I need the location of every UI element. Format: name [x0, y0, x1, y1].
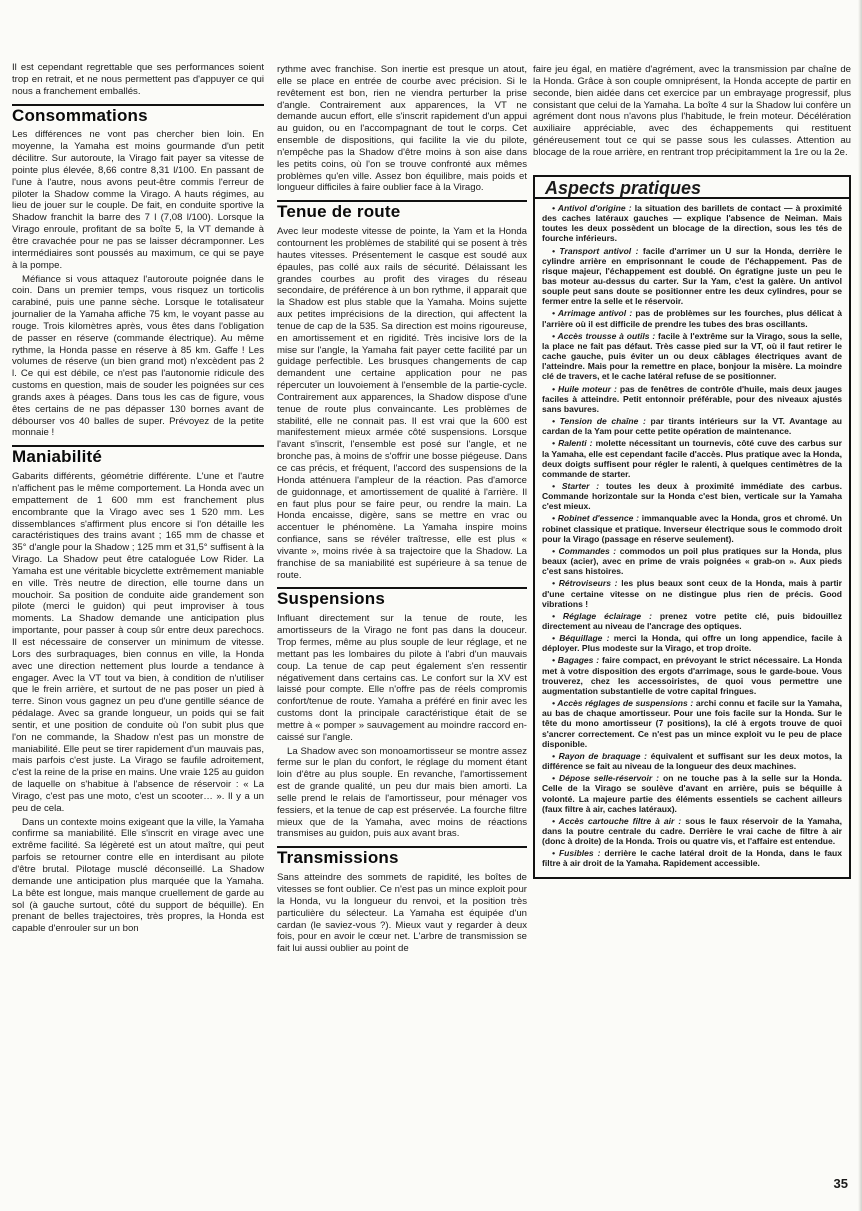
heading-tenue-de-route: Tenue de route — [277, 200, 527, 222]
box-item — [542, 773, 842, 814]
heading-maniabilite: Maniabilité — [12, 445, 264, 467]
box-item — [542, 848, 842, 868]
box-item-text: facile à l'extrême sur la Virago, sous la selle, la place ne fait pas défaut. Très casse pied sur la VT, où il faut retirer le cache gauche, puis éviter un ou deux câblages électriques avant de l'atteindre. Mais pour la remettre en place, bonjour la misère. La moindre clé de travers, et le cache latéral refuse de se positionner. — [542, 330, 842, 382]
column-2 — [277, 64, 527, 957]
box-item-lead: • Commandes : — [552, 545, 617, 556]
box-item — [542, 481, 842, 511]
transmissions-paragraph: Sans atteindre des sommets de rapidité, les boîtes de vitesses se font oublier. Ce n'est pas un mince exploit pour la Honda, vu la longueur du renvoi, et la position très particulière du sélecteur. La Yamaha est équipée d'un cardan (le saviez-vous ?). Mieux vaut y regarder à deux fois, pour en avoir le cœur net. L'arbre de transmission se fait lui aussi oublier au point de — [277, 872, 527, 955]
box-item — [542, 546, 842, 576]
continuation-paragraph-col3: faire jeu égal, en matière d'agrément, avec la transmission par chaîne de la Honda. Grâce à son couple omniprésent, la Honda accepte de partir en seconde, bien aidée dans cet exercice par un embrayage progressif, plus consistant que celui de la Yamaha. La boîte 4 sur la Shadow lui confère un agrément dont nous n'avons plus l'habitude, le frein moteur. Décélération auxiliaire appréciable, avec des échappements qui restituent généreusement tout ce qui se passe sous les culasses. Attention au blocage de la roue arrière, en rentrant trop précipitamment la 1re ou la 2e. — [533, 64, 851, 158]
page-number: 35 — [833, 1176, 848, 1191]
heading-suspensions: Suspensions — [277, 587, 527, 609]
box-item-text: on ne touche pas à la selle sur la Honda. Celle de la Virago se soulève d'avant en arrière, puis se béquille à volonté. La majeure partie des éléments essentiels se cachent ailleurs (faux filtre à air, caches latéraux). — [542, 773, 843, 814]
box-item-lead: • Huile moteur : — [552, 383, 617, 394]
maniabilite-paragraph-1: Gabarits différents, géométrie différente. L'une et l'autre n'affichent pas le même comportement. La Honda avec un empattement de 1 600 mm est franchement plus encombrante que la Virago avec ses 1 520 mm. Les dissemblances s'affirment plus encore si l'on détaille les caractéristiques des trains avant ; 165 mm de chasse et 35° d'angle pour la Shadow ; 125 mm et 31,5° suffisent à la Virago. La Shadow peut être cataloguée Low Rider. La Yamaha est une véritable bicyclette extrêmement maniable en ville. Très neutre de direction, elle tourne dans un mouchoir. Sa position de conduite aide grandement son pilote (merci le guidon) qui peut improviser à tous moments. La Shadow demande une anticipation plus importante, pour passer à coup sûr entre deux parechocs. Il est nécessaire de conserver un minimum de vitesse. Lors des surbraquages, bien connus en ville, la Honda avec une direction nettement plus lourde a tendance à engager. Avec la VT tout va bien, à condition de n'utiliser que le frein arrière, et surtout de ne pas poser un pied à terre. Sinon vous gagnez un peu d'une gentille séance de pédalage. Avec sa grande longueur, un poids qui se fait sentir, et une position de conduite où l'on subit plus que l'on ne commande, la Shadow n'est pas un monstre de maniabilité. Elle peut se tirer rapidement d'un mauvais pas, mais parfois c'est juste. La Virago se faufile adroitement, c'est la reine de la prise en mains. Une vraie 125 au guidon de laquelle on s'habitue à l'absence de réservoir : « La Virago, c'est pas une moto, c'est un scooter… ». Il y a un peu de cela. — [12, 471, 264, 814]
box-item-lead: • Antivol d'origine : — [552, 202, 632, 213]
continuation-paragraph: rythme avec franchise. Son inertie est presque un atout, elle se place en entrée de courbe avec précision. Si le revêtement est bon, rien ne viendra perturber la prise d'angle. Contrairement aux apparences, la VT ne demande aucun effort, elle s'inscrit rapidement d'un appui au guidon, ou en l'accompagnant de tout le corps. Cet ensemble de dispositions, qui facilite la vie du pilote, n'empêche pas la Shadow d'être moins à son aise dans les petits coins, où l'on se trouve confronté aux mêmes problèmes qu'en ville. Assez bon équilibre, mais poids et longueur difficiles à faire oublier face à la Virago. — [277, 64, 527, 194]
box-item-text: prenez votre petite clé, puis bidouillez directement au niveau de l'ancrage des optiques. — [542, 610, 842, 631]
box-item-text: toutes les deux à proximité immédiate des carbus. Commande horizontale sur la Honda c'est bien, verticale sur la Yamaha c'est mieux. — [542, 480, 842, 512]
box-item — [542, 513, 842, 543]
box-item-text: la situation des barillets de contact — à proximité des caches latéraux gauches — explique l'absence de Neiman. Mais toutes les deux possèdent un blocage de la direction, sous les tés de fourche inférieurs. — [542, 202, 842, 244]
box-item-text: immanquable avec la Honda, gros et chromé. Un robinet classique et pratique. Inverseur électrique sous le commodo droit pour la Virago (passage en réserve seulement). — [542, 513, 842, 544]
box-item — [542, 655, 842, 696]
consommations-paragraph-1: Les différences ne vont pas chercher bien loin. En moyenne, la Yamaha est moins gourmande d'un petit décilitre. Sur autoroute, la Virago fait payer sa vitesse de pointe plus élevée, 8,66 contre 8,31 l/100. En passant de l'une à l'autre, nous avons peut-être commis l'erreur de piloter la Shadow comme la Virago. A hauts régimes, au lieu de jouer sur le couple. De fait, en conduite sportive la Shadow franchit la barre des 7 l (7,08 l/100). Lorsque la Virago enroule, profitant de sa boîte 5, la VT demande à être cravachée pour ne pas se laisser décramponner. Les intermédiaires sont poussés au maximum, ce qui se paye à la pompe. — [12, 129, 264, 271]
heading-transmissions: Transmissions — [277, 846, 527, 868]
box-item — [542, 384, 842, 414]
box-item-lead: • Fusibles : — [552, 848, 601, 859]
box-item — [542, 611, 842, 631]
box-item-lead: • Accès réglages de suspensions : — [552, 698, 694, 709]
box-item-lead: • Rétroviseurs : — [552, 578, 618, 589]
box-item-text: molette nécessitant un tournevis, côté cuve des carbus sur la Yamaha, elle est cependant facile d'accès. Plus pratique avec la Honda, deux doigts suffisent pour régler le ralenti, à quelques centimètres de la commande de starter. — [542, 438, 842, 479]
box-item-lead: • Ralenti : — [552, 438, 593, 449]
box-item-text: derrière le cache latéral droit de la Honda, dans le faux filtre à air droit de la Yamaha. Rapidement accessible. — [542, 848, 843, 869]
box-item-lead: • Dépose selle-réservoir : — [552, 773, 660, 784]
aspects-pratiques-box — [533, 175, 851, 879]
intro-paragraph: Il est cependant regrettable que ses performances soient trop en retrait, et ne nous permettent pas d'appuyer ce qui nous a franchement emballés. — [12, 62, 264, 97]
box-item-lead: • Réglage éclairage : — [552, 610, 652, 621]
suspensions-paragraph-2: La Shadow avec son monoamortisseur se montre assez ferme sur le plan du confort, le réglage du moment étant loin d'être au plus souple. En revanche, l'amortissement est de grande qualité, un peu dur mais bien amorti. La selle prend le relais de l'amortisseur, pour ménager vos fessiers, et la tenue de cap est préservée. La fourche filtre mieux que de la Yamaha, avec moins de réactions transmises au guidon, puis aux avant bras. — [277, 745, 527, 840]
box-item-text: les plus beaux sont ceux de la Honda, mais à partir d'une certaine vitesse on ne distingue plus rien de précis. Good vibrations ! — [542, 578, 843, 609]
box-item-text: équivalent et suffisant sur les deux motos, la différence se fait au niveau de la longueur des deux machines. — [542, 750, 842, 772]
box-item-lead: • Transport antivol : — [552, 245, 639, 256]
box-item-lead: • Béquillage : — [552, 633, 610, 644]
heading-consommations: Consommations — [12, 104, 264, 126]
box-item-lead: • Arrimage antivol : — [552, 308, 633, 319]
suspensions-paragraph-1: Influant directement sur la tenue de route, les amortisseurs de la Virago ne font pas dans la douceur. Trop fermes, même au plus souple de leur réglage, et ne mettant pas les lombaires du pilote à l'abri d'un mauvais coup. La tenue de cap peut également s'en ressentir négativement dans certains cas. Le confort sur la XV est laissé pour compte. Elle n'offre pas de réels compromis confort/tenue de route. Yamaha a préféré en finir avec les customs dont la principale caractéristique était de se mettre à « pomper » sauvagement au moindre raccord en-caissé sur l'angle. — [277, 613, 527, 743]
box-item-lead: • Robinet d'essence : — [552, 513, 639, 524]
box-item-text: commodos un poil plus pratiques sur la Honda, plus beaux (acier), avec en prime de vrais poignées « grab-on ». Aux pieds c'est sans histoires. — [542, 545, 843, 577]
box-item-lead: • Starter : — [552, 480, 600, 491]
box-item — [542, 578, 842, 608]
box-item-lead: • Accès trousse à outils : — [552, 330, 656, 341]
box-item-text: pas de fenêtres de contrôle d'huile, mais deux jauges faciles à atteindre. Petit entonnoir préférable, pour des niveaux ajustés sans bavures. — [542, 383, 843, 414]
box-title: Aspects pratiques — [535, 181, 849, 199]
box-item-lead: • Tension de chaîne : — [552, 416, 646, 427]
page-edge-shadow — [858, 0, 862, 1211]
box-item-text: facile d'arrimer un U sur la Honda, derrière le cylindre arrière en emprisonnant le coude de l'échappement. Pas de risque majeur, l'échappement est doublé. On égratigne juste un peu le bas moteur au-dessus du carter. Sur la Yam, c'est la galère. Un antivol souple peut sans doute se positionner entre les deux cylindres, pour se fermer entre la selle et le réservoir. — [542, 245, 842, 307]
column-1 — [12, 62, 264, 937]
box-item-lead: • Rayon de braquage : — [552, 750, 648, 761]
box-item-text: sous le faux réservoir de la Yamaha, dans la poutre centrale du cadre. Derrière le vrai cache de filtre à air (donc à droite) de la Honda. Trois ou quatre vis, et l'affaire est entendue. — [542, 815, 843, 847]
box-item-text: par tirants intérieurs sur la VT. Avantage au cardan de la Yam pour cette petite opération de maintenance. — [542, 416, 842, 437]
box-item — [542, 698, 842, 749]
box-item — [542, 816, 842, 846]
box-item — [542, 438, 842, 479]
box-item-text: merci la Honda, qui offre un long appendice, facile à déployer. Plus modeste sur la Virago, et trop droite. — [542, 633, 843, 654]
box-item — [542, 331, 842, 382]
tenue-paragraph: Avec leur modeste vitesse de pointe, la Yam et la Honda contournent les problèmes de stabilité qui se posent à très hautes vitesses. Présentement le casque est soudé aux épaules, pas collé aux rails de sécurité. Délaissant les grandes courbes au profit des virages du réseau secondaire, de préférence à un bon rythme, il apparait que la Shadow est plus stable que la Yamaha. Moins sujette aux petites imprécisions de la direction, qui affectent la tenue de cap de la 535. Sa direction est moins rigoureuse, en amortissement et en rigidité. Très incisive lors de la mise sur l'angle, la Yamaha fait payer cette facilité par un guidage perfectible. Les brusques changements de cap demandent une certaine application pour ne pas répercuter un louvoiement à l'ensemble de la partie-cycle. Contrairement aux apparences, la Shadow dispose d'une tenue de route plus convaincante. Les problèmes de stabilité, elle ne connait pas. Il est vrai que la 600 est manifestement mieux armée côté suspensions. Lorsque l'avant s'inscrit, l'ensemble est posé sur l'angle, et ne bronche pas, à moins de s'offrir une bosse piégeuse. Dans ce cas précis, et fréquent, l'accord des suspensions de la Honda atténuera l'ampleur de la réaction. Pas d'amorce de guidonnage, et amortissement de qualité à l'arrière. Il en faut plus pour se faire peur, ou rendre la main. La Honda encaisse, digère, sans se mettre en vrac ou accentuer le phénomène. La Yamaha inspire moins confiance, sans se révéler traîtresse, elle est plus « vivante », moins rivée à sa trajectoire que la Shadow. La franchise de sa maniabilité est supérieure à sa tenue de route. — [277, 226, 527, 581]
box-item-text: pas de problèmes sur les fourches, plus délicat à l'arrière où il est difficile de prendre les tubes des bras oscillants. — [542, 308, 842, 329]
box-item — [542, 416, 842, 436]
box-item-text: archi connu et facile sur la Yamaha, au bas de chaque amortisseur. Pour une fois facile sur la Honda. Sur le tête du mono amortisseur (7 positions), la clé à ergots trouve de quoi s'ancrer correctement. Ce n'est pas un mince exploit vu le peu de place disponible. — [542, 698, 842, 749]
box-items-list — [542, 203, 842, 869]
box-item — [542, 633, 842, 653]
box-item-text: faire compact, en prévoyant le strict nécessaire. La Honda met à votre disposition des ergots d'arrimage, sous le garde-boue. Vous trouverez, chez les accessoiristes, de quoi vous permettre une augmentation substantielle de votre capital fringues. — [542, 655, 843, 696]
box-item-lead: • Accès cartouche filtre à air : — [552, 815, 682, 826]
box-item — [542, 246, 842, 307]
column-3 — [533, 64, 851, 879]
box-item — [542, 203, 842, 244]
box-item-lead: • Bagages : — [552, 655, 600, 666]
box-item — [542, 751, 842, 771]
maniabilite-paragraph-2: Dans un contexte moins exigeant que la ville, la Yamaha confirme sa maniabilité. Elle s'inscrit en virage avec une extrême facilité. Sa légèreté est un atout maître, qui peut parfois se retourner contre elle en interdisant au pilote d'être brutal. Pilotage musclé déconseillé. La Shadow demande une anticipation plus marquée que la Yamaha. La bête est longue, mais manque cruellement de garde au sol (à gauche surtout, côté du support de béquille). En prenant de belles trajectoires, très propres, la Honda est capable d'enrouler sur un bon — [12, 816, 264, 935]
box-item — [542, 308, 842, 328]
consommations-paragraph-2: Méfiance si vous attaquez l'autoroute poignée dans le coin. Dans un premier temps, vous risquez un torticolis carabiné, puis une panne sèche. Lorsque le totalisateur journalier de la Yamaha affiche 75 km, le voyant passe au rouge. Trois kilomètres après, vous êtes dans l'obligation de passer en réserve (commande électrique). Au même rythme, la Honda passe en réserve à 85 km. Gaffe ! Les volumes de réserve (un bien grand mot) n'excèdent pas 2 l. Ce qui est débile, ce n'est pas l'autonomie ridicule des customs en question, mais de souder les poignées sur ces grands axes à péages. Dans tous les cas de figure, vous êtes certains de ne pas dépasser 130 bornes avant de débourser vos 40 balles de super. Prévoyez de la petite monnaie ! — [12, 273, 264, 439]
